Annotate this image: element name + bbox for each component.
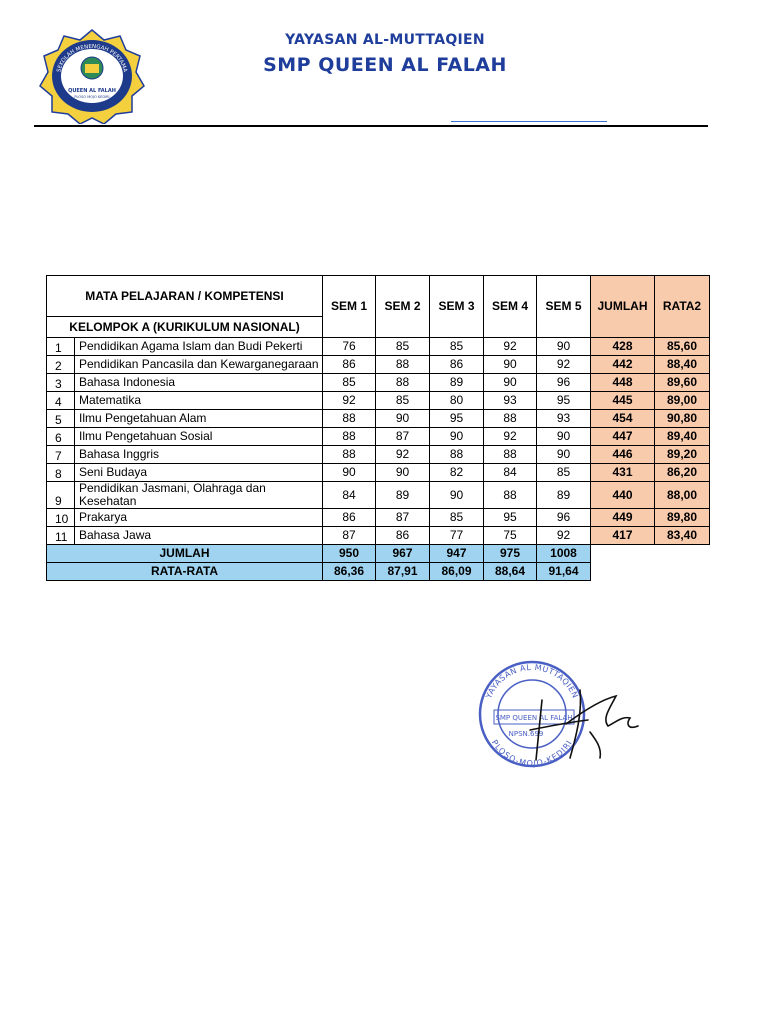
table-row bbox=[47, 482, 710, 509]
sem5-score: 90 bbox=[537, 338, 591, 356]
rata-rata-row-label: RATA-RATA bbox=[47, 563, 323, 581]
sem1-score: 84 bbox=[323, 482, 376, 509]
rata-sem4: 88,64 bbox=[484, 563, 537, 581]
subject-name: Matematika bbox=[75, 392, 323, 410]
table-row bbox=[47, 527, 710, 545]
sem5-score: 90 bbox=[537, 446, 591, 464]
rata2-value: 89,80 bbox=[655, 509, 710, 527]
row-number: 9 bbox=[47, 482, 75, 509]
sem5-score: 92 bbox=[537, 527, 591, 545]
rata2-header: RATA2 bbox=[655, 276, 710, 338]
sem3-score: 89 bbox=[430, 374, 484, 392]
jumlah-value: 431 bbox=[591, 464, 655, 482]
row-number: 6 bbox=[47, 428, 75, 446]
rata2-value: 83,40 bbox=[655, 527, 710, 545]
sem4-score: 90 bbox=[484, 374, 537, 392]
sem4-score: 95 bbox=[484, 509, 537, 527]
empty-cell bbox=[591, 563, 655, 581]
jumlah-sem3: 947 bbox=[430, 545, 484, 563]
jumlah-sem5: 1008 bbox=[537, 545, 591, 563]
svg-text:PLOSO-MOJO-KEDIRI: PLOSO-MOJO-KEDIRI bbox=[489, 738, 575, 769]
sem1-score: 88 bbox=[323, 428, 376, 446]
sem3-header: SEM 3 bbox=[430, 276, 484, 338]
subject-name: Ilmu Pengetahuan Sosial bbox=[75, 428, 323, 446]
table-row bbox=[47, 338, 710, 356]
jumlah-row bbox=[47, 545, 710, 563]
sem2-header: SEM 2 bbox=[376, 276, 430, 338]
sem2-score: 90 bbox=[376, 464, 430, 482]
sem3-score: 82 bbox=[430, 464, 484, 482]
sem4-header: SEM 4 bbox=[484, 276, 537, 338]
table-row bbox=[47, 464, 710, 482]
jumlah-value: 445 bbox=[591, 392, 655, 410]
jumlah-value: 454 bbox=[591, 410, 655, 428]
sem5-score: 90 bbox=[537, 428, 591, 446]
group-label: KELOMPOK A (KURIKULUM NASIONAL) bbox=[47, 317, 323, 338]
sem4-score: 84 bbox=[484, 464, 537, 482]
row-number: 4 bbox=[47, 392, 75, 410]
sem5-score: 92 bbox=[537, 356, 591, 374]
empty-cell bbox=[655, 545, 710, 563]
sem3-score: 85 bbox=[430, 338, 484, 356]
rata2-value: 89,00 bbox=[655, 392, 710, 410]
row-number: 11 bbox=[47, 527, 75, 545]
subject-name: Seni Budaya bbox=[75, 464, 323, 482]
subject-name: Pendidikan Pancasila dan Kewarganegaraan bbox=[75, 356, 323, 374]
sem1-score: 86 bbox=[323, 356, 376, 374]
jumlah-sem4: 975 bbox=[484, 545, 537, 563]
sem4-score: 88 bbox=[484, 446, 537, 464]
sem4-score: 92 bbox=[484, 428, 537, 446]
rata-sem5: 91,64 bbox=[537, 563, 591, 581]
table-row bbox=[47, 356, 710, 374]
subject-name: Prakarya bbox=[75, 509, 323, 527]
sem1-score: 88 bbox=[323, 446, 376, 464]
rata2-value: 89,20 bbox=[655, 446, 710, 464]
sem5-score: 95 bbox=[537, 392, 591, 410]
table-header-row bbox=[47, 276, 710, 317]
rata2-value: 89,60 bbox=[655, 374, 710, 392]
sem2-score: 85 bbox=[376, 392, 430, 410]
grades-table bbox=[46, 275, 710, 581]
subject-name: Bahasa Indonesia bbox=[75, 374, 323, 392]
table-row bbox=[47, 428, 710, 446]
rata-sem3: 86,09 bbox=[430, 563, 484, 581]
school-logo bbox=[38, 28, 146, 124]
sem3-score: 86 bbox=[430, 356, 484, 374]
sem2-score: 87 bbox=[376, 509, 430, 527]
rata2-value: 86,20 bbox=[655, 464, 710, 482]
svg-text:NPSN.699: NPSN.699 bbox=[508, 730, 544, 738]
sem4-score: 88 bbox=[484, 410, 537, 428]
sem2-score: 92 bbox=[376, 446, 430, 464]
rata2-value: 89,40 bbox=[655, 428, 710, 446]
sem4-score: 75 bbox=[484, 527, 537, 545]
header-divider bbox=[34, 125, 708, 127]
jumlah-value: 446 bbox=[591, 446, 655, 464]
jumlah-row-label: JUMLAH bbox=[47, 545, 323, 563]
sem5-score: 93 bbox=[537, 410, 591, 428]
empty-cell bbox=[655, 563, 710, 581]
sem3-score: 88 bbox=[430, 446, 484, 464]
sem3-score: 80 bbox=[430, 392, 484, 410]
school-stamp bbox=[470, 660, 660, 770]
jumlah-value: 440 bbox=[591, 482, 655, 509]
row-number: 8 bbox=[47, 464, 75, 482]
subject-name: Pendidikan Jasmani, Olahraga dan Kesehatan bbox=[75, 482, 323, 509]
sem1-score: 85 bbox=[323, 374, 376, 392]
subject-name: Bahasa Jawa bbox=[75, 527, 323, 545]
jumlah-value: 428 bbox=[591, 338, 655, 356]
jumlah-value: 449 bbox=[591, 509, 655, 527]
svg-text:SEKOLAH MENENGAH PERTAMA: SEKOLAH MENENGAH PERTAMA bbox=[56, 43, 128, 73]
sem5-header: SEM 5 bbox=[537, 276, 591, 338]
table-row bbox=[47, 446, 710, 464]
row-number: 3 bbox=[47, 374, 75, 392]
school-name: SMP QUEEN AL FALAH bbox=[263, 54, 507, 76]
svg-text:QUEEN AL FALAH: QUEEN AL FALAH bbox=[68, 88, 116, 94]
sem2-score: 89 bbox=[376, 482, 430, 509]
row-number: 7 bbox=[47, 446, 75, 464]
subject-name: Ilmu Pengetahuan Alam bbox=[75, 410, 323, 428]
sem1-score: 76 bbox=[323, 338, 376, 356]
rata-rata-row bbox=[47, 563, 710, 581]
jumlah-sem1: 950 bbox=[323, 545, 376, 563]
sem3-score: 77 bbox=[430, 527, 484, 545]
table-row bbox=[47, 509, 710, 527]
svg-text:SMP QUEEN AL FALAH: SMP QUEEN AL FALAH bbox=[495, 714, 573, 722]
sem5-score: 96 bbox=[537, 509, 591, 527]
table-row bbox=[47, 392, 710, 410]
sem4-score: 93 bbox=[484, 392, 537, 410]
subject-name: Pendidikan Agama Islam dan Budi Pekerti bbox=[75, 338, 323, 356]
sem2-score: 86 bbox=[376, 527, 430, 545]
svg-text:YAYASAN AL MUTTAQIEN: YAYASAN AL MUTTAQIEN bbox=[484, 662, 580, 700]
row-number: 1 bbox=[47, 338, 75, 356]
subject-name: Bahasa Inggris bbox=[75, 446, 323, 464]
sem5-score: 85 bbox=[537, 464, 591, 482]
row-number: 10 bbox=[47, 509, 75, 527]
sem3-score: 85 bbox=[430, 509, 484, 527]
sem2-score: 87 bbox=[376, 428, 430, 446]
jumlah-header: JUMLAH bbox=[591, 276, 655, 338]
rata-sem2: 87,91 bbox=[376, 563, 430, 581]
rata2-value: 88,00 bbox=[655, 482, 710, 509]
rata2-value: 88,40 bbox=[655, 356, 710, 374]
sem4-score: 92 bbox=[484, 338, 537, 356]
sem1-score: 90 bbox=[323, 464, 376, 482]
sem1-header: SEM 1 bbox=[323, 276, 376, 338]
row-number: 2 bbox=[47, 356, 75, 374]
sem2-score: 88 bbox=[376, 374, 430, 392]
jumlah-value: 447 bbox=[591, 428, 655, 446]
sem2-score: 90 bbox=[376, 410, 430, 428]
table-row bbox=[47, 410, 710, 428]
sem2-score: 85 bbox=[376, 338, 430, 356]
svg-text:PLOSO MOJO KEDIRI: PLOSO MOJO KEDIRI bbox=[74, 95, 110, 99]
sem1-score: 86 bbox=[323, 509, 376, 527]
row-number: 5 bbox=[47, 410, 75, 428]
sem1-score: 92 bbox=[323, 392, 376, 410]
jumlah-value: 417 bbox=[591, 527, 655, 545]
sem4-score: 88 bbox=[484, 482, 537, 509]
blue-divider bbox=[451, 121, 607, 122]
sem3-score: 90 bbox=[430, 428, 484, 446]
rata2-value: 90,80 bbox=[655, 410, 710, 428]
sem5-score: 89 bbox=[537, 482, 591, 509]
empty-cell bbox=[591, 545, 655, 563]
sem3-score: 90 bbox=[430, 482, 484, 509]
rata2-value: 85,60 bbox=[655, 338, 710, 356]
jumlah-sem2: 967 bbox=[376, 545, 430, 563]
sem2-score: 88 bbox=[376, 356, 430, 374]
sem1-score: 87 bbox=[323, 527, 376, 545]
subject-header: MATA PELAJARAN / KOMPETENSI bbox=[47, 276, 323, 317]
jumlah-value: 442 bbox=[591, 356, 655, 374]
rata-sem1: 86,36 bbox=[323, 563, 376, 581]
table-row bbox=[47, 374, 710, 392]
foundation-name: YAYASAN AL-MUTTAQIEN bbox=[285, 32, 485, 48]
sem5-score: 96 bbox=[537, 374, 591, 392]
sem1-score: 88 bbox=[323, 410, 376, 428]
sem3-score: 95 bbox=[430, 410, 484, 428]
jumlah-value: 448 bbox=[591, 374, 655, 392]
sem4-score: 90 bbox=[484, 356, 537, 374]
